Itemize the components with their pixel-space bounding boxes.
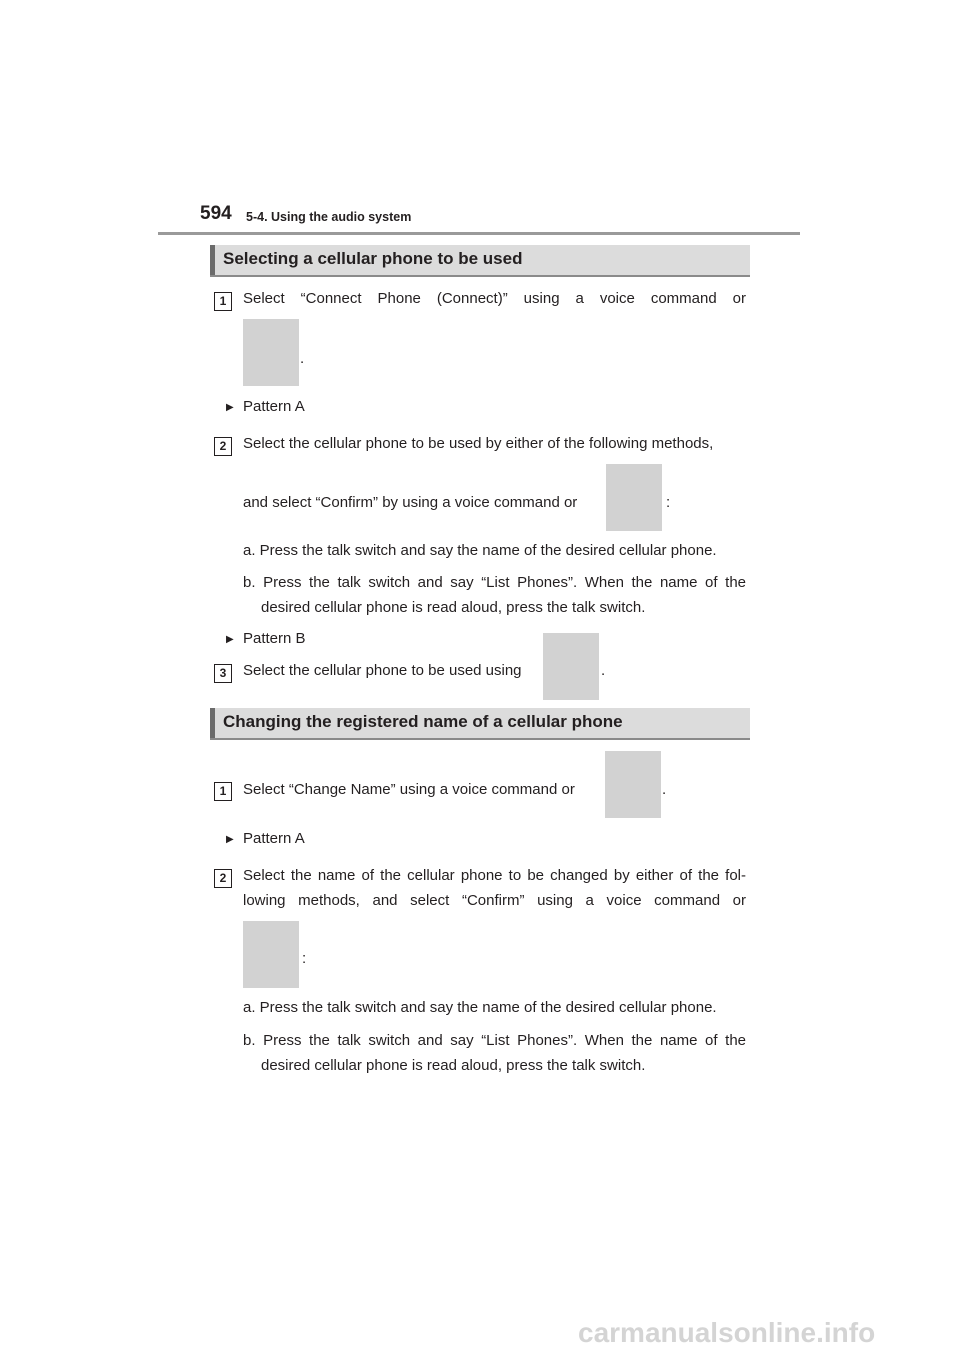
step-number: 3	[214, 664, 232, 683]
pattern-label: Pattern A	[243, 398, 305, 415]
punctuation: .	[662, 781, 667, 798]
punctuation: .	[300, 350, 305, 367]
screen-button-icon	[243, 921, 299, 988]
header-rule	[158, 232, 800, 235]
step-text: Select “Change Name” using a voice command or	[243, 781, 575, 798]
section-title: Selecting a cellular phone to be used	[223, 249, 523, 268]
step-number: 2	[214, 437, 232, 456]
pattern-label: Pattern A	[243, 830, 305, 847]
chapter-title: 5-4. Using the audio system	[246, 210, 412, 224]
screen-button-icon	[606, 464, 662, 531]
method-a: a. Press the talk switch and say the name of the desired cellular phone.	[243, 999, 717, 1016]
step-text: Select “Connect Phone (Connect)” using a voice command or	[243, 290, 746, 307]
pattern-label: Pattern B	[243, 630, 306, 647]
section-title: Changing the registered name of a cellular phone	[223, 712, 623, 731]
method-a: a. Press the talk switch and say the name of the desired cellular phone.	[243, 542, 717, 559]
punctuation: :	[302, 950, 307, 967]
section-header-change-name	[210, 708, 750, 740]
screen-button-icon	[605, 751, 661, 818]
step-number: 2	[214, 869, 232, 888]
method-b: b. Press the talk switch and say “List Phones”. When the name of the	[243, 574, 746, 591]
triangle-bullet-icon: ▶	[226, 634, 234, 645]
punctuation: :	[666, 494, 671, 511]
method-b-cont: desired cellular phone is read aloud, press the talk switch.	[261, 599, 646, 616]
screen-button-icon	[543, 633, 599, 700]
step-text: Select the cellular phone to be used by either of the following methods,	[243, 435, 714, 452]
punctuation: .	[601, 662, 606, 679]
triangle-bullet-icon: ▶	[226, 402, 234, 413]
step-text: Select the cellular phone to be used using	[243, 662, 522, 679]
step-text: Select the name of the cellular phone to be changed by either of the fol-	[243, 867, 746, 884]
section-header-select-phone	[210, 245, 750, 277]
method-b-cont: desired cellular phone is read aloud, press the talk switch.	[261, 1057, 646, 1074]
step-number: 1	[214, 292, 232, 311]
triangle-bullet-icon: ▶	[226, 834, 234, 845]
page-number: 594	[200, 203, 232, 224]
step-text: and select “Confirm” by using a voice command or	[243, 494, 578, 511]
step-number: 1	[214, 782, 232, 801]
method-b: b. Press the talk switch and say “List Phones”. When the name of the	[243, 1032, 746, 1049]
step-text: lowing methods, and select “Confirm” using a voice command or	[243, 892, 746, 909]
screen-button-icon	[243, 319, 299, 386]
watermark: carmanualsonline.info	[578, 1317, 876, 1348]
